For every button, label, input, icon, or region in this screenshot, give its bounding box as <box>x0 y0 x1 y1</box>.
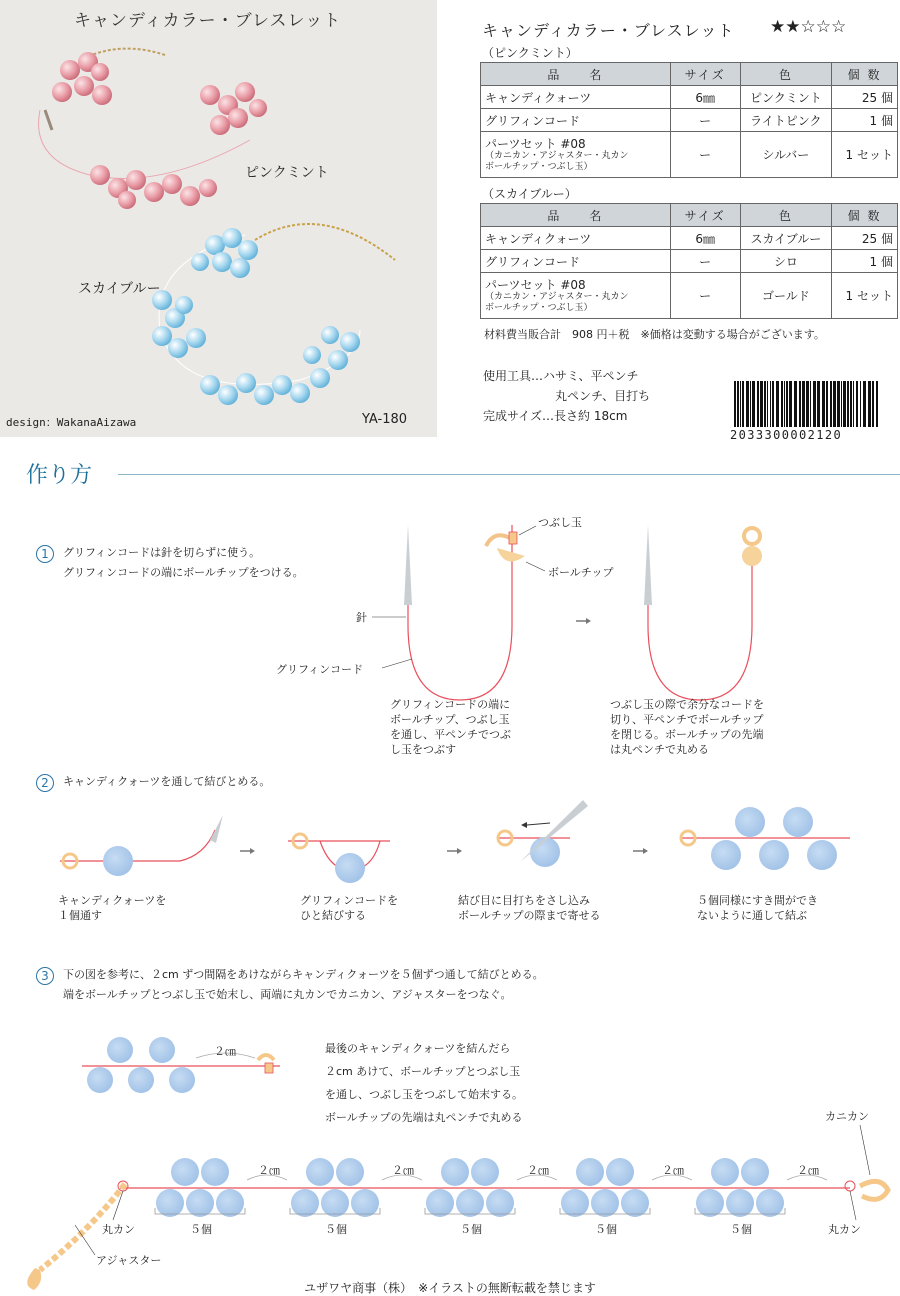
step-1-line-1: グリフィンコードは針を切らずに使う。 <box>63 546 261 559</box>
barcode-bar <box>806 381 809 427</box>
pink-section-label: （ピンクミント） <box>482 46 578 60</box>
caption-line: ２cm あけて、ボールチップとつぶし玉 <box>325 1065 521 1078</box>
barcode-bar <box>868 381 871 427</box>
item-qty: 1 個 <box>832 109 898 132</box>
bead <box>306 1158 334 1186</box>
item-qty: 25 個 <box>832 227 898 250</box>
design-credit: design：WakanaAizawa <box>6 416 137 429</box>
barcode-bar <box>770 381 771 427</box>
label-sky-blue: スカイブルー <box>78 281 161 297</box>
col-color: 色 <box>740 63 832 86</box>
item-name: グリフィンコード <box>481 250 671 273</box>
barcode-bar <box>863 381 866 427</box>
footer: ユザワヤ商事（株） ※イラストの無断転載を禁じます <box>304 1281 596 1295</box>
gap-label: ２㎝ <box>392 1164 414 1177</box>
barcode-bar <box>841 381 842 427</box>
item-qty: 1 セット <box>832 132 898 178</box>
caption-line: を通し、平ペンチでつぶ <box>390 728 511 741</box>
bead <box>216 1189 244 1217</box>
item-name: パーツセット #08 <box>485 136 586 151</box>
gap-label: ２㎝ <box>258 1164 280 1177</box>
bead <box>606 1158 634 1186</box>
barcode-bar <box>876 381 878 427</box>
group-label: ５個 <box>325 1223 347 1236</box>
caption-line: 切り、平ペンチでボールチップ <box>610 713 764 726</box>
barcode-bar <box>734 381 736 427</box>
caption-line: 結び目に目打ちをさし込み <box>458 894 590 907</box>
table-row <box>481 273 898 319</box>
barcode-icon <box>732 381 882 427</box>
caption-line: し玉をつぶす <box>390 743 456 756</box>
item-size: ー <box>670 273 740 319</box>
caption-line: つぶし玉の際で余分なコードを <box>610 698 764 711</box>
label-marukan-left: 丸カン <box>102 1223 135 1236</box>
blue-section-label: （スカイブルー） <box>482 187 577 201</box>
table-row <box>481 250 898 273</box>
barcode-bar <box>847 381 849 427</box>
caption-line: グリフィンコードの端に <box>390 698 511 711</box>
caption-line: ボールチップ、つぶし玉 <box>390 713 510 726</box>
finished-size: 完成サイズ…長さ約 18cm <box>483 409 628 423</box>
label-kanikan: カニカン <box>825 1110 869 1123</box>
barcode-bar <box>850 381 852 427</box>
barcode-bar <box>781 381 783 427</box>
bead <box>711 1158 739 1186</box>
howto-divider <box>118 474 900 475</box>
bead <box>621 1189 649 1217</box>
group-bracket <box>560 1208 650 1214</box>
caption-line: を通し、つぶし玉をつぶして始末する。 <box>325 1088 523 1101</box>
bead <box>696 1189 724 1217</box>
barcode-bar <box>813 381 816 427</box>
barcode-bar <box>767 381 768 427</box>
barcode-bar <box>776 381 779 427</box>
item-color: ライトピンク <box>740 109 832 132</box>
item-name: グリフィンコード <box>481 109 671 132</box>
table-row <box>481 86 898 109</box>
barcode-bar <box>872 381 874 427</box>
label-marukan-right: 丸カン <box>828 1223 861 1236</box>
step-3-line-1: 下の図を参考に、２cm ずつ間隔をあけながらキャンディクォーツを５個ずつ通して結びとめる。 <box>63 968 544 981</box>
barcode-number: 2033300002120 <box>730 428 843 442</box>
item-qty: 1 セット <box>832 273 898 319</box>
recipe-title: キャンディカラー・ブレスレット <box>482 21 735 40</box>
item-name: キャンディクォーツ <box>481 86 671 109</box>
bead <box>726 1189 754 1217</box>
bead <box>486 1189 514 1217</box>
caption-line: ボールチップの際まで寄せる <box>458 909 601 922</box>
group-bracket <box>425 1208 515 1214</box>
bead <box>171 1158 199 1186</box>
barcode-bar <box>853 381 854 427</box>
barcode-bar <box>794 381 797 427</box>
table-header-row <box>481 63 898 86</box>
tools-line-2: 丸ペンチ、目打ち <box>555 389 651 403</box>
step-2-text: キャンディクォーツを通して結びとめる。 <box>63 775 271 788</box>
group-bracket <box>290 1208 380 1214</box>
col-name: 品 名 <box>481 204 671 227</box>
barcode-bar <box>764 381 766 427</box>
bead <box>291 1189 319 1217</box>
bead <box>336 1158 364 1186</box>
barcode-bar <box>740 381 741 427</box>
col-qty: 個 数 <box>832 204 898 227</box>
caption-line: 最後のキャンディクォーツを結んだら <box>325 1042 511 1055</box>
item-size: 6㎜ <box>670 86 740 109</box>
barcode-bar <box>746 381 749 427</box>
step-2-caption-d <box>697 893 818 923</box>
col-color: 色 <box>740 204 832 227</box>
barcode-bar <box>757 381 759 427</box>
step-2-caption-c <box>458 893 600 923</box>
group-bracket <box>695 1208 785 1214</box>
item-color: シロ <box>740 250 832 273</box>
group-label: ５個 <box>595 1223 617 1236</box>
label-pink-mint: ピンクミント <box>245 165 329 181</box>
bead <box>201 1158 229 1186</box>
barcode-bar <box>750 381 751 427</box>
item-name: パーツセット #08 <box>485 277 586 292</box>
caption-line: キャンディクォーツを <box>58 894 167 907</box>
table-header-row <box>481 204 898 227</box>
blue-materials-table <box>480 203 898 319</box>
barcode-bar <box>737 381 739 427</box>
caption-line: １個通す <box>58 909 102 922</box>
barcode-bar <box>742 381 744 427</box>
barcode-bar <box>760 381 763 427</box>
item-color: シルバー <box>740 132 832 178</box>
gap-label: ２㎝ <box>214 1045 236 1058</box>
bead <box>441 1158 469 1186</box>
pink-materials-table <box>480 62 898 178</box>
barcode-bar <box>860 381 861 427</box>
group-label: ５個 <box>460 1223 482 1236</box>
barcode-bar <box>752 381 755 427</box>
step-1-number: 1 <box>36 545 54 563</box>
product-code: YA-180 <box>362 412 408 427</box>
barcode-bar <box>810 381 811 427</box>
photo-title: キャンディカラー・ブレスレット <box>74 11 342 31</box>
bracelet-illustration <box>0 0 437 437</box>
caption-line: ５個同様にすき間ができ <box>697 894 818 907</box>
step-1-text <box>63 543 304 583</box>
table-row <box>481 109 898 132</box>
caption-line: ボールチップの先端は丸ペンチで丸める <box>325 1111 523 1124</box>
item-name-cell <box>481 132 671 178</box>
step-3-caption <box>325 1037 523 1129</box>
gap-label: ２㎝ <box>797 1164 819 1177</box>
caption-line: グリフィンコードを <box>300 894 399 907</box>
price-note: 材料費当販合計 908 円＋税 ※価格は変動する場合がございます。 <box>484 328 825 341</box>
label-needle: 針 <box>356 611 367 624</box>
col-size: サイズ <box>670 204 740 227</box>
col-size: サイズ <box>670 63 740 86</box>
label-tsubushi: つぶし玉 <box>538 516 582 529</box>
step-1-caption-b <box>610 697 764 757</box>
item-sub: （カニカン・アジャスター・丸カン ボールチップ・つぶし玉） <box>485 291 629 313</box>
product-photo <box>0 0 437 437</box>
tools-block <box>483 366 650 426</box>
step-2-number: 2 <box>36 774 54 792</box>
item-size: ー <box>670 109 740 132</box>
barcode-bar <box>789 381 792 427</box>
item-name-cell <box>481 273 671 319</box>
bead <box>756 1189 784 1217</box>
bead <box>321 1189 349 1217</box>
group-bracket <box>155 1208 245 1214</box>
bead <box>591 1189 619 1217</box>
gap-label: ２㎝ <box>527 1164 549 1177</box>
barcode-bar <box>772 381 774 427</box>
barcode-bar <box>837 381 840 427</box>
item-color: ゴールド <box>740 273 832 319</box>
col-name: 品 名 <box>481 63 671 86</box>
step-2-caption-b <box>300 893 398 923</box>
group-label: ５個 <box>730 1223 752 1236</box>
barcode-bar <box>826 381 828 427</box>
label-adjuster: アジャスター <box>96 1254 162 1267</box>
step-2-caption-a <box>58 893 166 923</box>
group-label: ５個 <box>190 1223 212 1236</box>
bead <box>426 1189 454 1217</box>
tools-line-1: 使用工具…ハサミ、平ペンチ <box>483 369 639 383</box>
step-3-line-2: 端をボールチップとつぶし玉で始末し、両端に丸カンでカニカン、アジャスターをつなぐ。 <box>63 988 512 1001</box>
step-1-caption-a <box>390 697 511 757</box>
step-3-number: 3 <box>36 967 54 985</box>
bead <box>186 1189 214 1217</box>
item-qty: 25 個 <box>832 86 898 109</box>
barcode-bar <box>817 381 820 427</box>
bead <box>576 1158 604 1186</box>
barcode-bar <box>833 381 836 427</box>
caption-line: ひと結びする <box>300 909 366 922</box>
item-name: キャンディクォーツ <box>481 227 671 250</box>
howto-title: 作り方 <box>26 463 93 488</box>
bead <box>456 1189 484 1217</box>
caption-line: を閉じる。ボールチップの先端 <box>610 728 764 741</box>
barcode-bar <box>786 381 788 427</box>
table-row <box>481 227 898 250</box>
item-qty: 1 個 <box>832 250 898 273</box>
item-size: ー <box>670 132 740 178</box>
item-color: スカイブルー <box>740 227 832 250</box>
step-1-line-2: グリフィンコードの端にボールチップをつける。 <box>63 566 304 579</box>
caption-line: ないように通して結ぶ <box>697 909 807 922</box>
caption-line: は丸ペンチで丸める <box>610 743 709 756</box>
item-sub: （カニカン・アジャスター・丸カン ボールチップ・つぶし玉） <box>485 150 629 172</box>
barcode-bar <box>784 381 785 427</box>
barcode-bar <box>856 381 858 427</box>
label-ballchip: ボールチップ <box>548 566 614 579</box>
col-qty: 個 数 <box>832 63 898 86</box>
barcode-bar <box>822 381 825 427</box>
difficulty-stars: ★★☆☆☆ <box>770 17 847 37</box>
table-row <box>481 132 898 178</box>
item-size: 6㎜ <box>670 227 740 250</box>
label-cord: グリフィンコード <box>276 663 364 676</box>
bead <box>351 1189 379 1217</box>
step-3-text <box>63 965 544 1005</box>
barcode-bar <box>799 381 801 427</box>
bead <box>471 1158 499 1186</box>
bead <box>156 1189 184 1217</box>
bead <box>561 1189 589 1217</box>
bead <box>741 1158 769 1186</box>
gap-label: ２㎝ <box>662 1164 684 1177</box>
barcode-bar <box>802 381 805 427</box>
barcode-bar <box>843 381 846 427</box>
item-size: ー <box>670 250 740 273</box>
barcode-bar <box>830 381 832 427</box>
item-color: ピンクミント <box>740 86 832 109</box>
